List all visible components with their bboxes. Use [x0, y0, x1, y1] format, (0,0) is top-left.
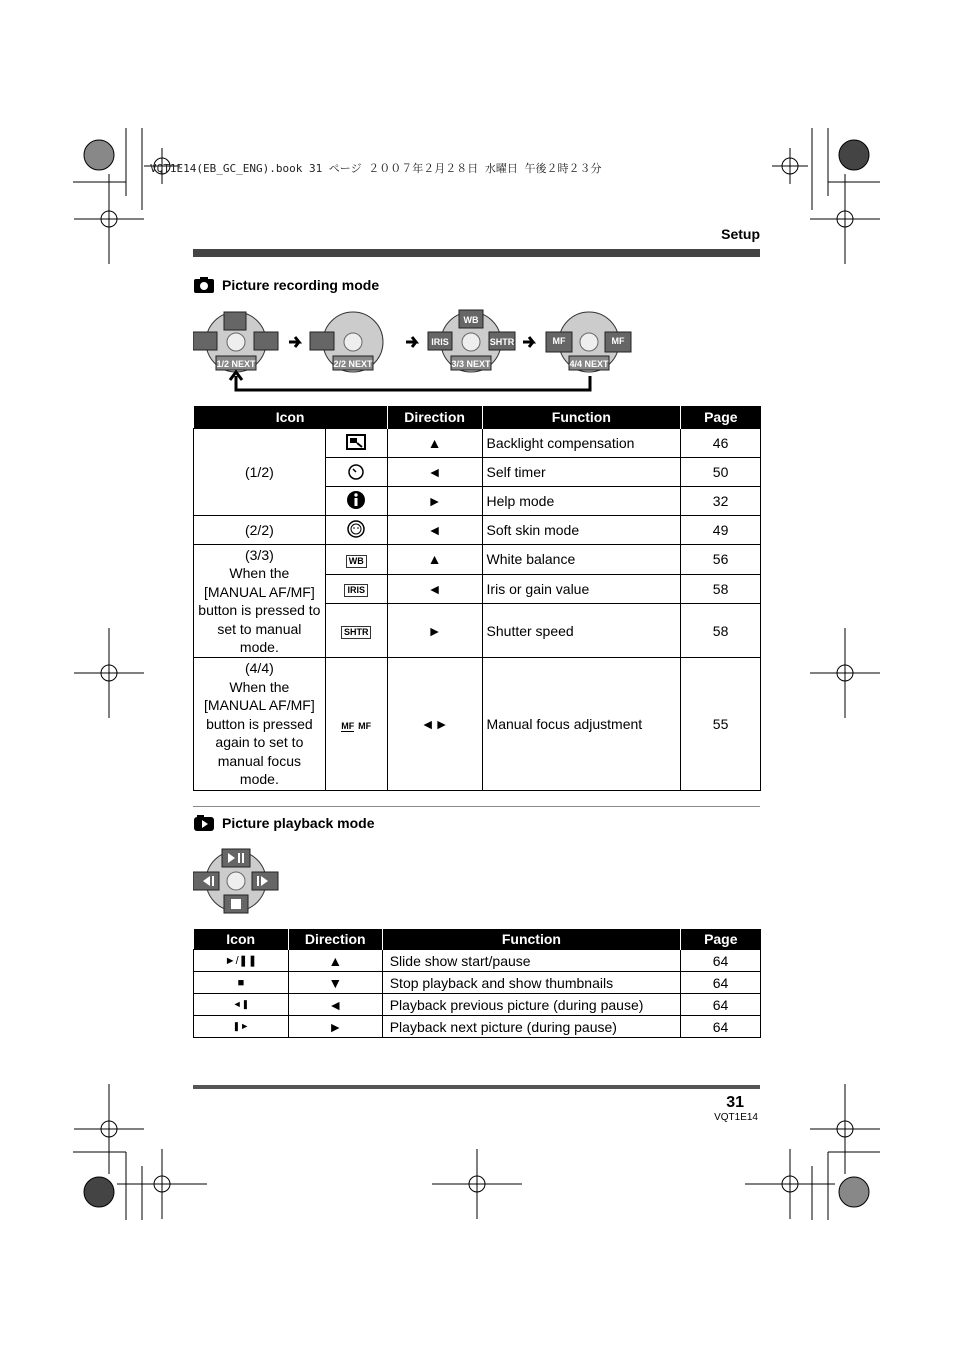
camera-icon [194, 277, 214, 293]
page-cell: 56 [681, 545, 761, 575]
function-cell: Soft skin mode [482, 516, 681, 545]
header-icon: Icon [194, 929, 289, 950]
arrow-icon [523, 337, 533, 347]
top-rule [193, 249, 760, 257]
page-number: 31 [726, 1094, 744, 1111]
header-icon: Icon [194, 406, 388, 429]
function-cell: Stop playback and show thumbnails [382, 972, 680, 994]
bottom-rule [193, 1085, 760, 1089]
table-row [194, 545, 761, 575]
direction-cell: ◄ [387, 574, 482, 604]
iris-icon [325, 574, 387, 604]
function-cell: Playback previous picture (during pause) [382, 994, 680, 1016]
direction-cell: ◄ [387, 516, 482, 545]
soft-skin-icon [325, 516, 387, 545]
page-cell: 64 [681, 1016, 761, 1038]
header-direction: Direction [288, 929, 382, 950]
page-cell: 46 [681, 429, 761, 458]
playback-section-title [194, 815, 375, 831]
direction-cell: ▲ [387, 429, 482, 458]
diagram-mf-minus-text: MF [552, 336, 566, 346]
function-cell: Iris or gain value [482, 574, 681, 604]
diagram-iris-text: IRIS [431, 337, 449, 347]
page-cell: 55 [681, 658, 761, 791]
direction-cell: ▼ [288, 972, 382, 994]
play-pause-icon: ►/❚❚ [194, 950, 289, 972]
function-cell: Manual focus adjustment [482, 658, 681, 791]
backlight-icon [325, 429, 387, 458]
page-cell: 64 [681, 972, 761, 994]
self-timer-icon [325, 458, 387, 487]
playback-icon [194, 815, 214, 831]
header-function: Function [482, 406, 681, 429]
page-cell: 64 [681, 994, 761, 1016]
direction-cell: ◄► [387, 658, 482, 791]
table-row [194, 994, 761, 1016]
playback-table [193, 929, 761, 1038]
recording-title-text: Picture recording mode [222, 277, 380, 293]
header-page: Page [681, 929, 761, 950]
header-direction: Direction [387, 406, 482, 429]
diagram-label-4: 4/4 NEXT [569, 359, 609, 369]
table-row [194, 658, 761, 791]
previous-icon: ◄❚ [194, 994, 289, 1016]
next-icon: ❚► [194, 1016, 289, 1038]
section-divider [193, 806, 760, 807]
iris-icon-text: IRIS [344, 584, 368, 597]
group-label: (1/2) [194, 429, 326, 516]
direction-cell: ◄ [387, 458, 482, 487]
recording-mode-diagram [193, 306, 643, 394]
document-code: VQT1E14 [714, 1112, 758, 1123]
diagram-mf-plus-text: MF [611, 336, 625, 346]
function-cell: White balance [482, 545, 681, 575]
direction-cell: ► [387, 604, 482, 658]
page-cell: 49 [681, 516, 761, 545]
page-cell: 50 [681, 458, 761, 487]
shutter-icon [325, 604, 387, 658]
wb-icon-text: WB [346, 555, 367, 568]
shtr-icon-text: SHTR [341, 626, 372, 639]
table-row [194, 429, 761, 458]
playback-title-text: Picture playback mode [222, 815, 375, 831]
diagram-wb-text: WB [463, 315, 479, 325]
mf-minus-text: MF [341, 721, 355, 731]
function-cell: Backlight compensation [482, 429, 681, 458]
direction-cell: ► [387, 487, 482, 516]
page-cell: 32 [681, 487, 761, 516]
table-row [194, 1016, 761, 1038]
section-label: Setup [721, 226, 760, 242]
header-page: Page [681, 406, 761, 429]
page-cell: 58 [681, 604, 761, 658]
group-label: (3/3) When the [MANUAL AF/MF] button is pressed to set to manual mode. [194, 545, 326, 658]
direction-cell: ▲ [387, 545, 482, 575]
diagram-label-3: 3/3 NEXT [451, 359, 491, 369]
return-arrow-icon [236, 376, 590, 390]
stop-icon: ■ [194, 972, 289, 994]
function-cell: Shutter speed [482, 604, 681, 658]
manual-focus-icon [325, 658, 387, 791]
direction-cell: ► [288, 1016, 382, 1038]
recording-section-title [194, 277, 379, 293]
group-label: (2/2) [194, 516, 326, 545]
recording-table [193, 406, 761, 791]
direction-cell: ▲ [288, 950, 382, 972]
arrow-icon [289, 337, 299, 347]
diagram-label-1: 1/2 NEXT [216, 359, 256, 369]
diagram-label-2: 2/2 NEXT [333, 359, 373, 369]
help-info-icon [325, 487, 387, 516]
book-header-line: VQT1E14(EB_GC_ENG).book 31 ページ ２００７年２月２８日 水曜日 午後２時２３分 [150, 162, 602, 175]
mf-plus-text: MF [358, 721, 372, 731]
function-cell: Help mode [482, 487, 681, 516]
group-label: (4/4) When the [MANUAL AF/MF] button is pressed again to set to manual focus mode. [194, 658, 326, 791]
arrow-icon [406, 337, 416, 347]
function-cell: Self timer [482, 458, 681, 487]
page-cell: 58 [681, 574, 761, 604]
direction-cell: ◄ [288, 994, 382, 1016]
table-row [194, 516, 761, 545]
function-cell: Playback next picture (during pause) [382, 1016, 680, 1038]
table-row [194, 950, 761, 972]
header-function: Function [382, 929, 680, 950]
page-cell: 64 [681, 950, 761, 972]
table-row [194, 972, 761, 994]
playback-mode-diagram [193, 845, 283, 917]
function-cell: Slide show start/pause [382, 950, 680, 972]
diagram-shtr-text: SHTR [489, 337, 515, 347]
white-balance-icon [325, 545, 387, 575]
